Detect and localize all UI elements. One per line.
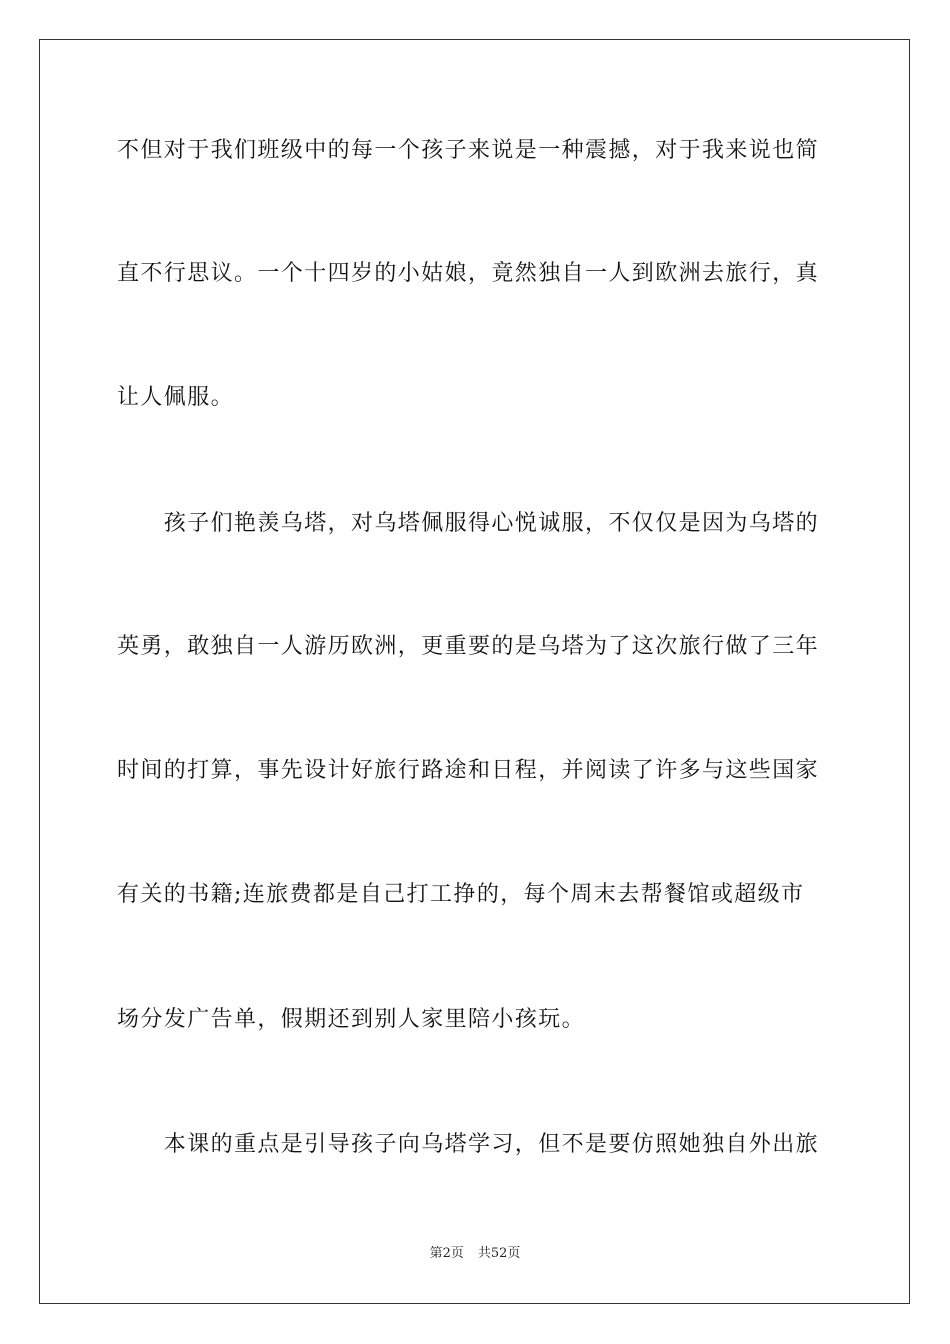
text-line-9: 本课的重点是引导孩子向乌塔学习，但不是要仿照她独自外出旅 [117,1132,820,1157]
page-number: 第2页 [429,1246,464,1261]
text-line-8: 场分发广告单，假期还到别人家里陪小孩玩。 [117,1007,586,1032]
page-border [39,39,910,1304]
text-line-4: 孩子们艳羡乌塔，对乌塔佩服得心悦诚服，不仅仅是因为乌塔的 [117,511,820,536]
text-line-7: 有关的书籍;连旅费都是自己打工挣的，每个周末去帮餐馆或超级市 [117,882,805,907]
text-line-1: 不但对于我们班级中的每一个孩子来说是一种震撼，对于我来说也简 [117,138,820,163]
page-footer [0,1245,950,1263]
text-line-5: 英勇，敢独自一人游历欧洲，更重要的是乌塔为了这次旅行做了三年 [117,634,820,659]
total-pages: 共52页 [477,1246,521,1261]
text-line-3: 让人佩服。 [117,385,235,410]
text-line-2: 直不行思议。一个十四岁的小姑娘，竟然独自一人到欧洲去旅行，真 [117,261,820,286]
text-line-6: 时间的打算，事先设计好旅行路途和日程，并阅读了许多与这些国家 [117,758,820,783]
